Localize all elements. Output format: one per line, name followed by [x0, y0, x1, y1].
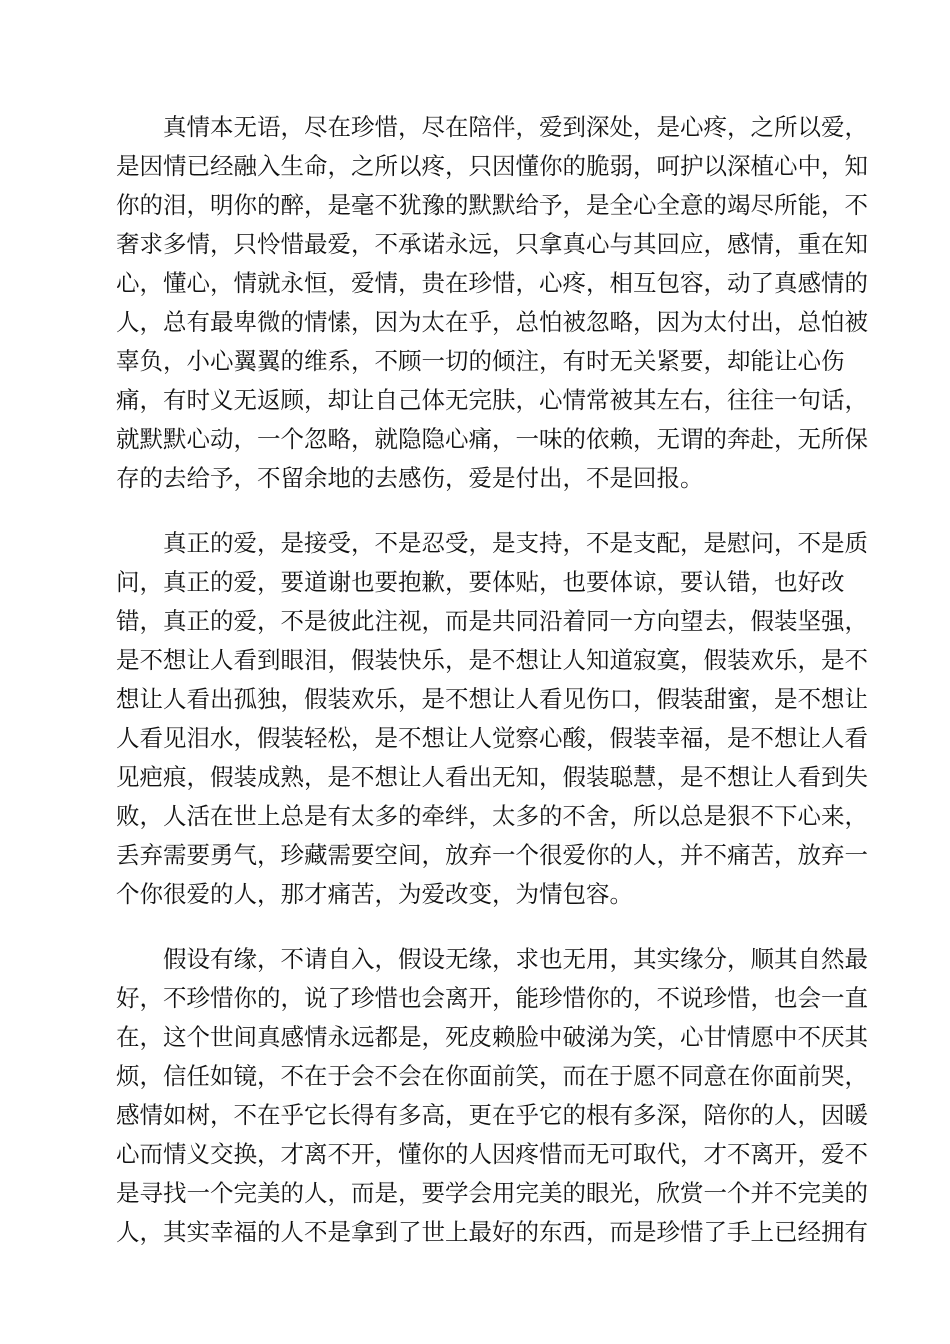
- text-line: 人，其实幸福的人不是拿到了世上最好的东西，而是珍惜了手上已经拥有: [116, 1218, 868, 1246]
- paragraph-2: [116, 524, 868, 914]
- text-line: 是不想让人看到眼泪，假装快乐，是不想让人知道寂寞，假装欢乐，是不: [116, 646, 868, 674]
- text-line: 好，不珍惜你的，说了珍惜也会离开，能珍惜你的，不说珍惜，也会一直: [116, 984, 868, 1012]
- text-line: 存的去给予，不留余地的去感伤，爱是付出，不是回报。: [116, 464, 704, 492]
- text-line: 人看见泪水，假装轻松，是不想让人觉察心酸，假装幸福，是不想让人看: [116, 724, 868, 752]
- text-line: 是因情已经融入生命，之所以疼，只因懂你的脆弱，呵护以深植心中，知: [116, 152, 868, 180]
- text-line: 烦，信任如镜，不在于会不会在你面前笑，而在于愿不同意在你面前哭，: [116, 1062, 868, 1090]
- text-line: 真情本无语，尽在珍惜，尽在陪伴，爱到深处，是心疼，之所以爱，: [163, 113, 868, 141]
- text-line: 心，懂心，情就永恒，爱情，贵在珍惜，心疼，相互包容，动了真感情的: [116, 269, 868, 297]
- text-line: 你的泪，明你的醉，是毫不犹豫的默默给予，是全心全意的竭尽所能，不: [116, 191, 868, 219]
- text-line: 想让人看出孤独，假装欢乐，是不想让人看见伤口，假装甜蜜，是不想让: [116, 685, 868, 713]
- text-line: 见疤痕，假装成熟，是不想让人看出无知，假装聪慧，是不想让人看到失: [116, 763, 868, 791]
- text-line: 丢弃需要勇气，珍藏需要空间，放弃一个很爱你的人，并不痛苦，放弃一: [116, 841, 868, 869]
- text-line: 人，总有最卑微的情愫，因为太在乎，总怕被忽略，因为太付出，总怕被: [116, 308, 868, 336]
- text-line: 感情如树，不在乎它长得有多高，更在乎它的根有多深，陪你的人，因暖: [116, 1101, 868, 1129]
- paragraph-1: [116, 108, 868, 498]
- text-line: 在，这个世间真感情永远都是，死皮赖脸中破涕为笑，心甘情愿中不厌其: [116, 1023, 868, 1051]
- text-line: 真正的爱，是接受，不是忍受，是支持，不是支配，是慰问，不是质: [163, 529, 868, 557]
- body-text: [116, 108, 868, 1278]
- text-line: 痛，有时义无返顾，却让自己体无完肤，心情常被其左右，往往一句话，: [116, 386, 868, 414]
- text-line: 奢求多情，只怜惜最爱，不承诺永远，只拿真心与其回应，感情，重在知: [116, 230, 868, 258]
- text-line: 心而情义交换，才离不开，懂你的人因疼惜而无可取代，才不离开，爱不: [116, 1140, 868, 1168]
- text-line: 假设有缘，不请自入，假设无缘，求也无用，其实缘分，顺其自然最: [163, 945, 868, 973]
- text-line: 个你很爱的人，那才痛苦，为爱改变，为情包容。: [116, 880, 633, 908]
- text-line: 就默默心动，一个忽略，就隐隐心痛，一味的依赖，无谓的奔赴，无所保: [116, 425, 868, 453]
- text-line: 败，人活在世上总是有太多的牵绊，太多的不舍，所以总是狠不下心来，: [116, 802, 868, 830]
- text-line: 错，真正的爱，不是彼此注视，而是共同沿着同一方向望去，假装坚强，: [116, 607, 868, 635]
- text-line: 问，真正的爱，要道谢也要抱歉，要体贴，也要体谅，要认错，也好改: [116, 568, 845, 596]
- text-line: 辜负，小心翼翼的维系，不顾一切的倾注，有时无关紧要，却能让心伤: [116, 347, 845, 375]
- text-line: 是寻找一个完美的人，而是，要学会用完美的眼光，欣赏一个并不完美的: [116, 1179, 868, 1207]
- paragraph-3: [116, 940, 868, 1252]
